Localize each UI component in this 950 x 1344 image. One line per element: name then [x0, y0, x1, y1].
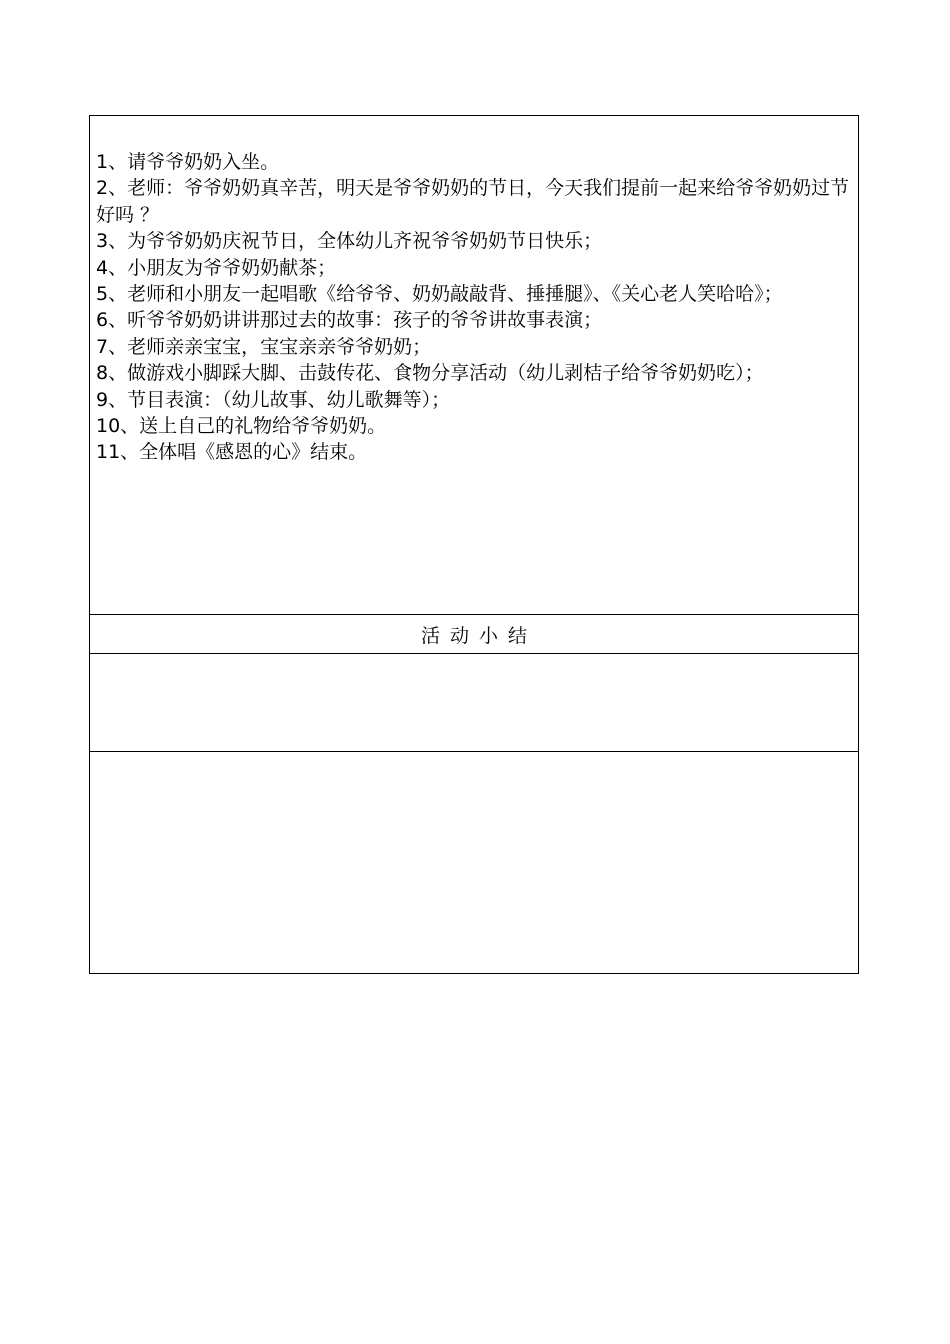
- activity-table: [89, 115, 859, 974]
- activity-step-9: 9、节目表演：（幼儿故事、幼儿歌舞等）；: [96, 388, 451, 411]
- summary-content-cell: [90, 654, 858, 752]
- activity-step-10: 10、送上自己的礼物给爷爷奶奶。: [96, 415, 387, 438]
- activity-step-4: 4、小朋友为爷爷奶奶献茶；: [96, 256, 337, 279]
- activity-step-8: 8、做游戏小脚踩大脚、击鼓传花、食物分享活动（幼儿剥桔子给爷爷奶奶吃）；: [96, 362, 764, 385]
- activity-steps-cell: [90, 116, 858, 615]
- activity-step-2: 2、老师：爷爷奶奶真辛苦，明天是爷爷奶奶的节日，今天我们提前一起来给爷爷奶奶过节好吗 ？: [96, 177, 850, 226]
- summary-header: 活动小结: [90, 615, 858, 654]
- activity-step-6: 6、听爷爷奶奶讲讲那过去的故事：孩子的爷爷讲故事表演；: [96, 309, 603, 332]
- blank-cell: [90, 752, 858, 973]
- activity-step-3: 3、为爷爷奶奶庆祝节日，全体幼儿齐祝爷爷奶奶节日快乐；: [96, 230, 603, 253]
- activity-step-1: 1、请爷爷奶奶入坐。: [96, 151, 280, 173]
- activity-step-11: 11、全体唱《感恩的心》结束。: [96, 441, 368, 464]
- activity-step-5: 5、老师和小朋友一起唱歌《给爷爷、奶奶敲敲背、捶捶腿》、《关心老人笑哈哈》；: [96, 283, 783, 306]
- activity-step-7: 7、老师亲亲宝宝，宝宝亲亲爷爷奶奶；: [96, 335, 432, 358]
